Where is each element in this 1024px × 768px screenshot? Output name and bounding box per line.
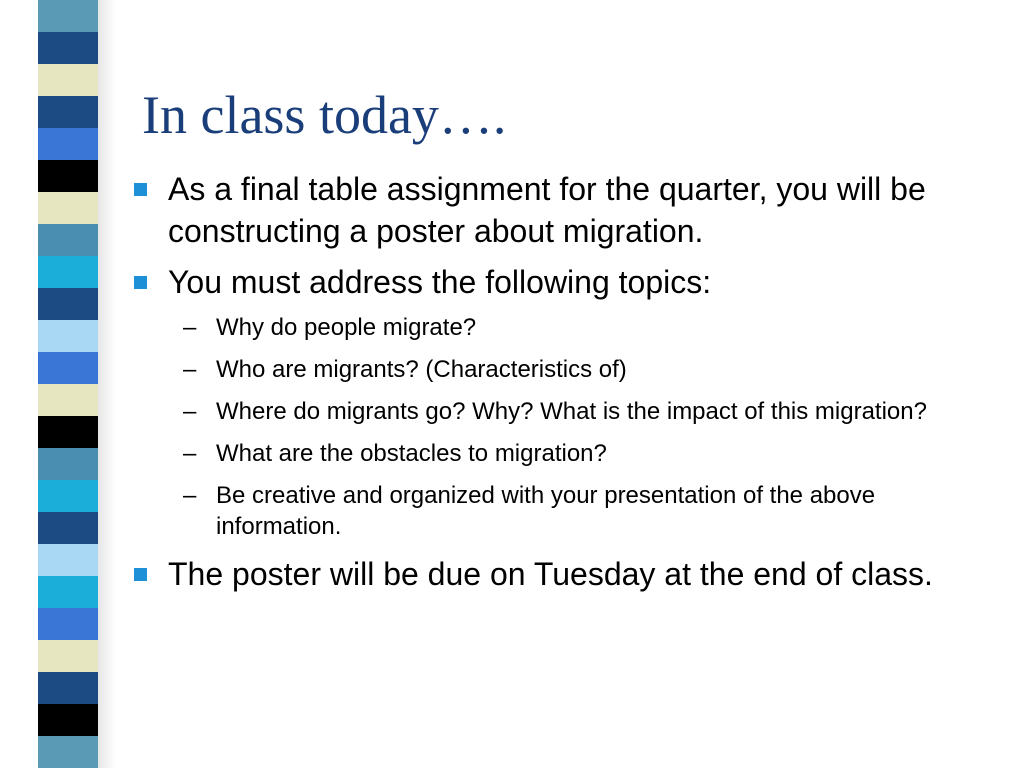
stripe-block <box>38 416 98 448</box>
stripe-block <box>38 32 98 64</box>
stripe-block <box>38 352 98 384</box>
square-bullet-icon <box>134 183 147 196</box>
slide-title: In class today…. <box>142 85 507 145</box>
sub-bullet-list <box>132 312 992 542</box>
slide-body <box>132 168 992 604</box>
stripe-block <box>38 96 98 128</box>
dash-bullet-icon: – <box>183 482 197 509</box>
stripe-block <box>38 128 98 160</box>
dash-bullet-icon: – <box>183 356 197 383</box>
stripe-block <box>38 672 98 704</box>
stripe-block <box>38 384 98 416</box>
square-bullet-icon <box>134 276 147 289</box>
bullet-item <box>132 553 992 595</box>
stripe-block <box>38 448 98 480</box>
sub-bullet-text: What are the obstacles to migration? <box>216 440 607 467</box>
stripe-block <box>38 320 98 352</box>
bullet-text: The poster will be due on Tuesday at the end of class. <box>168 556 933 592</box>
stripe-block <box>38 512 98 544</box>
sub-bullet-item <box>132 438 992 469</box>
stripe-block <box>38 64 98 96</box>
stripe-shadow <box>98 0 116 768</box>
stripe-block <box>38 192 98 224</box>
dash-bullet-icon: – <box>183 440 197 467</box>
sub-bullet-text: Who are migrants? (Characteristics of) <box>216 356 627 383</box>
stripe-block <box>38 224 98 256</box>
stripe-block <box>38 480 98 512</box>
stripe-block <box>38 640 98 672</box>
decorative-stripe <box>38 0 98 768</box>
sub-bullet-item <box>132 480 992 542</box>
sub-bullet-text: Why do people migrate? <box>216 314 477 341</box>
stripe-block <box>38 736 98 768</box>
sub-bullet-item <box>132 354 992 385</box>
dash-bullet-icon: – <box>183 314 197 341</box>
stripe-block <box>38 0 98 32</box>
square-bullet-icon <box>134 568 147 581</box>
sub-bullet-item <box>132 312 992 343</box>
stripe-block <box>38 160 98 192</box>
sub-bullet-text: Be creative and organized with your presentation of the above information. <box>216 482 876 540</box>
bullet-item <box>132 261 992 303</box>
bullet-item <box>132 168 992 252</box>
bullet-text: You must address the following topics: <box>168 264 712 300</box>
sub-bullet-item <box>132 396 992 427</box>
stripe-block <box>38 704 98 736</box>
stripe-block <box>38 256 98 288</box>
bullet-text: As a final table assignment for the quarter, you will be constructing a poster about migration. <box>168 171 926 249</box>
stripe-block <box>38 288 98 320</box>
stripe-block <box>38 544 98 576</box>
dash-bullet-icon: – <box>183 398 197 425</box>
sub-bullet-text: Where do migrants go? Why? What is the impact of this migration? <box>216 398 927 425</box>
stripe-block <box>38 608 98 640</box>
stripe-block <box>38 576 98 608</box>
